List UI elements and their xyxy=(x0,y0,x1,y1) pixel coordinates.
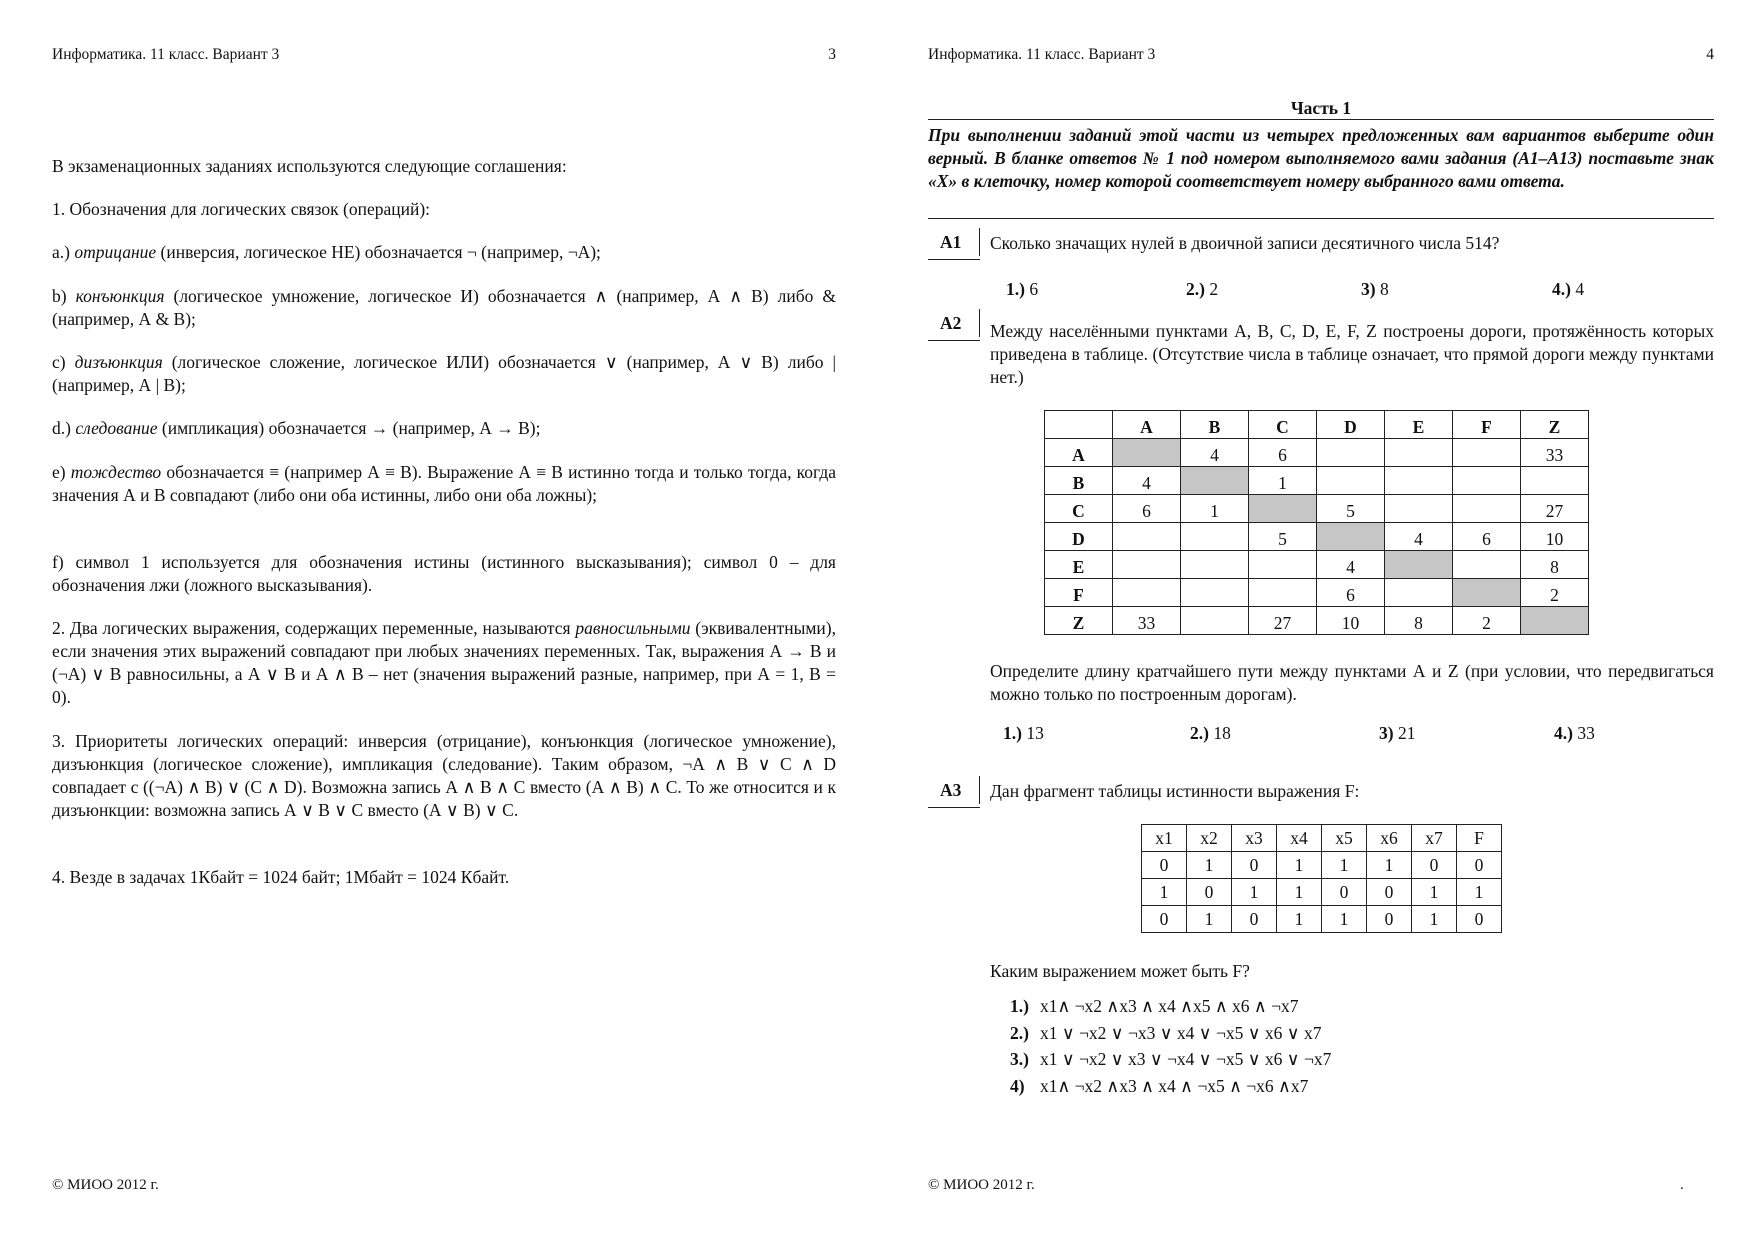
table-row: F 6 2 xyxy=(1045,579,1589,607)
answer-option: 4.) 33 xyxy=(1554,723,1595,743)
page-footer: © МИОО 2012 г. xyxy=(928,1177,1035,1193)
item-f: f) символ 1 используется для обозначения истины (истинного высказывания); символ 0 – для обозначения лжи (ложного высказывания). xyxy=(52,552,836,595)
answer-option: 2.) 2 xyxy=(1186,279,1219,299)
table-row: A 4 6 33 xyxy=(1045,439,1589,467)
answer-option: 4.) 4 xyxy=(1552,279,1585,299)
answer-option: 2.) x1 ∨ ¬x2 ∨ ¬x3 ∨ x4 ∨ ¬x5 ∨ x6 ∨ x7 xyxy=(1010,1023,1322,1043)
table-row: D 5 4 6 10 xyxy=(1045,523,1589,551)
question-label-a2: А2 xyxy=(928,313,980,341)
table-header-row: x1 x2 x3 x4 x5 x6 x7 F xyxy=(1142,825,1502,852)
page-number: 3 xyxy=(828,46,836,63)
term-equivalence: тождество xyxy=(70,462,162,482)
question-a2-followup: Определите длину кратчайшего пути между пунктами А и Z (при условии, что передвигаться можно только по построенным дорогам). xyxy=(990,661,1714,704)
item-c: c) дизъюнкция (логическое сложение, логическое ИЛИ) обозначается ∨ (например, А ∨ В) либо | (например, А | В); xyxy=(52,352,836,395)
term-conjunction: конъюнкция xyxy=(75,286,165,306)
divider xyxy=(928,119,1714,120)
answer-option: 1.) 6 xyxy=(1006,279,1039,299)
item-d: d.) следование (импликация) обозначается → (например, А → В); xyxy=(52,418,541,438)
table-row: 1 0 1 1 0 0 1 1 xyxy=(1142,879,1502,906)
answer-option: 1.) x1∧ ¬x2 ∧x3 ∧ x4 ∧x5 ∧ x6 ∧ ¬x7 xyxy=(1010,996,1299,1016)
term-disjunction: дизъюнкция xyxy=(74,352,163,372)
answer-option: 4) x1∧ ¬x2 ∧x3 ∧ x4 ∧ ¬x5 ∧ ¬x6 ∧x7 xyxy=(1010,1076,1309,1096)
term-equivalent: равносильными xyxy=(575,618,691,638)
question-a3: Дан фрагмент таблицы истинности выражения F: xyxy=(990,781,1360,801)
answer-option: 3) 21 xyxy=(1379,723,1416,743)
item-1: 1. Обозначения для логических связок (операций): xyxy=(52,199,431,219)
header-title: Информатика. 11 класс. Вариант 3 xyxy=(928,46,1156,63)
table-row: C 6 1 5 27 xyxy=(1045,495,1589,523)
term-implication: следование xyxy=(75,418,158,438)
distance-table xyxy=(1044,410,1589,635)
table-row: 0 1 0 1 1 0 1 0 xyxy=(1142,906,1502,933)
table-header-row: A B C D E F Z xyxy=(1045,411,1589,439)
answer-option: 3) 8 xyxy=(1361,279,1389,299)
item-3: 3. Приоритеты логических операций: инверсия (отрицание), конъюнкция (логическое умножение), дизъюнкция (логическое сложение), импликация (следование). Таким образом, ¬А ∧ В ∨ С ∧ D совпадает с ((¬А) ∧ В) ∨ (С ∧ D). Возможна запись А ∧ В ∧ С вместо (А ∧ В) ∧ С. То же относится и к дизъюнкции: возможна запись А ∨ В ∨ С вместо (А ∨ В) ∨ С. xyxy=(52,731,836,820)
header-title: Информатика. 11 класс. Вариант 3 xyxy=(52,46,280,63)
question-a1: Сколько значащих нулей в двоичной записи десятичного числа 514? xyxy=(990,233,1500,253)
page-number: 4 xyxy=(1706,46,1714,63)
item-a: a.) отрицание (инверсия, логическое НЕ) обозначается ¬ (например, ¬А); xyxy=(52,242,601,262)
page-footer: © МИОО 2012 г. xyxy=(52,1177,159,1193)
question-a2: Между населёнными пунктами A, B, C, D, E, F, Z построены дороги, протяжённость которых приведена в таблице. (Отсутствие числа в таблице означает, что прямой дороги между пунктами нет.) xyxy=(990,321,1714,387)
answer-option: 1.) 13 xyxy=(1003,723,1044,743)
table-row: E 4 8 xyxy=(1045,551,1589,579)
item-e: e) тождество обозначается ≡ (например А ≡ В). Выражение А ≡ В истинно тогда и только тогда, когда значения А и В совпадают (либо они оба истинны, либо они оба ложны); xyxy=(52,462,836,505)
item-b: b) конъюнкция (логическое умножение, логическое И) обозначается ∧ (например, А ∧ В) либо & (например, А & В); xyxy=(52,286,836,329)
intro-text: В экзаменационных заданиях используются следующие соглашения: xyxy=(52,156,567,176)
page-header xyxy=(928,46,1714,64)
page-header xyxy=(52,46,836,64)
question-label-a3: А3 xyxy=(928,780,980,808)
question-label-a1: А1 xyxy=(928,232,980,260)
term-negation: отрицание xyxy=(74,242,157,262)
item-2: 2. Два логических выражения, содержащих переменные, называются равносильными (эквивалентными), если значения этих выражений совпадают при любых значениях переменных. Так, выражения А → В и (¬А) ∨ В равносильны, а А ∨ В и А ∧ В – нет (значения выражений разные, например, при А = 1, В = 0). xyxy=(52,618,836,707)
table-row: 0 1 0 1 1 1 0 0 xyxy=(1142,852,1502,879)
page-3 xyxy=(52,0,836,1239)
table-row: B 4 1 xyxy=(1045,467,1589,495)
item-4: 4. Везде в задачах 1Кбайт = 1024 байт; 1Мбайт = 1024 Кбайт. xyxy=(52,867,510,887)
divider xyxy=(928,218,1714,219)
answer-option: 3.) x1 ∨ ¬x2 ∨ x3 ∨ ¬x4 ∨ ¬x5 ∨ x6 ∨ ¬x7 xyxy=(1010,1049,1332,1069)
answer-option: 2.) 18 xyxy=(1190,723,1231,743)
footer-mark: . xyxy=(1680,1177,1684,1193)
table-row: Z 33 27 10 8 2 xyxy=(1045,607,1589,635)
question-a3-followup: Каким выражением может быть F? xyxy=(990,961,1250,981)
part-title: Часть 1 xyxy=(1290,98,1352,118)
truth-table xyxy=(1141,824,1502,933)
page-4 xyxy=(928,0,1714,1239)
part-instructions: При выполнении заданий этой части из четырех предложенных вам вариантов выберите один верный. В бланке ответов № 1 под номером выполняемого вами задания (А1–А13) поставьте знак «Х» в клеточку, номер которой соответствует номеру выбранного вами ответа. xyxy=(928,125,1714,191)
